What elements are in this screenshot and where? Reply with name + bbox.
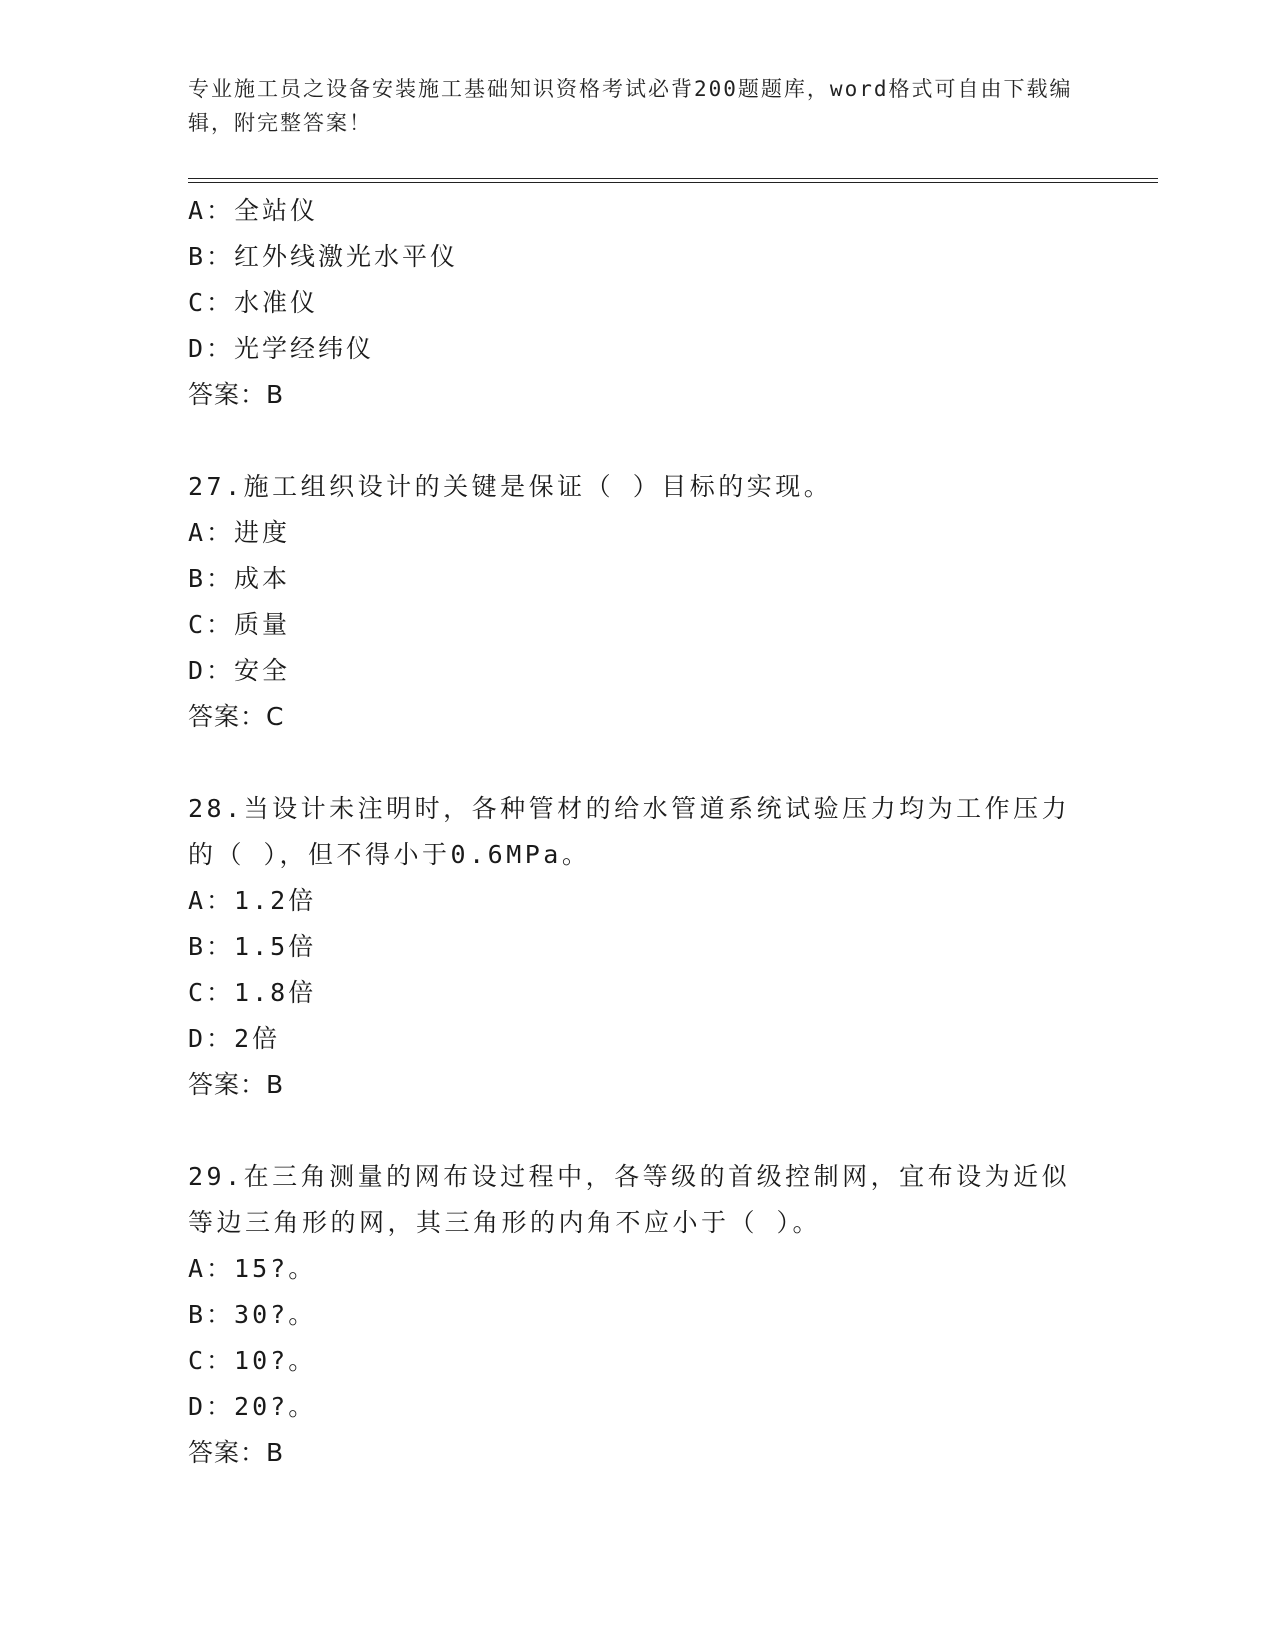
question-list (188, 188, 1088, 1522)
option-d: D：20?。 (188, 1392, 317, 1421)
option-b: B：红外线激光水平仪 (188, 242, 459, 271)
answer-line: 答案：B (188, 1070, 285, 1099)
question-block-28 (188, 786, 1088, 1108)
answer-line: 答案：C (188, 702, 285, 731)
option-c: C：1.8倍 (188, 978, 317, 1007)
header-rule-top (188, 178, 1158, 179)
option-a: A：15?。 (188, 1254, 317, 1283)
option-c: C：质量 (188, 610, 291, 639)
question-block-26 (188, 188, 1088, 418)
question-block-29 (188, 1154, 1088, 1476)
option-b: B：成本 (188, 564, 291, 593)
answer-line: 答案：B (188, 1438, 285, 1467)
question-stem: 28.当设计未注明时，各种管材的给水管道系统试验压力均为工作压力的（ ），但不得小于0.6MPa。 (188, 794, 1071, 869)
option-d: D：2倍 (188, 1024, 281, 1053)
option-c: C：水准仪 (188, 288, 319, 317)
option-c: C：10?。 (188, 1346, 317, 1375)
answer-line: 答案：B (188, 380, 285, 409)
option-a: A：全站仪 (188, 196, 319, 225)
option-a: A：1.2倍 (188, 886, 317, 915)
question-stem: 29.在三角测量的网布设过程中，各等级的首级控制网，宜布设为近似等边三角形的网，其三角形的内角不应小于（ ）。 (188, 1162, 1071, 1237)
document-header: 专业施工员之设备安装施工基础知识资格考试必背200题题库，word格式可自由下载编辑，附完整答案！ (188, 77, 1073, 135)
option-b: B：1.5倍 (188, 932, 317, 961)
option-d: D：光学经纬仪 (188, 334, 375, 363)
option-b: B：30?。 (188, 1300, 317, 1329)
question-stem: 27.施工组织设计的关键是保证（ ）目标的实现。 (188, 472, 833, 501)
option-d: D：安全 (188, 656, 291, 685)
question-block-27 (188, 464, 1088, 740)
option-a: A：进度 (188, 518, 291, 547)
header-rule-bottom (188, 182, 1158, 183)
